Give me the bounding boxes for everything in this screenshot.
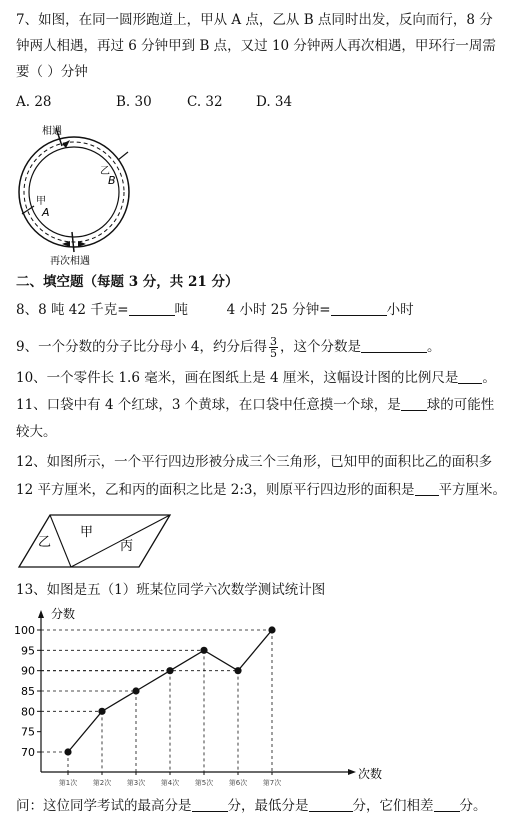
x-tick-label-2: 第2次 [92, 779, 112, 787]
q9-part2: ，这个分数是 [279, 339, 361, 355]
q13-title: 13、如图是五（1）班某位同学六次数学测试统计图 [16, 582, 326, 598]
q9-numerator: 3 [269, 335, 277, 348]
q7-option-d: D. 34 [256, 94, 293, 110]
data-point-3 [132, 687, 139, 694]
bing-region-label: 丙 [120, 539, 134, 554]
x-tick-label-5: 第5次 [194, 779, 214, 787]
jia-label: 甲 [36, 196, 46, 207]
data-point-4 [166, 667, 173, 674]
data-point-6 [234, 667, 241, 674]
q7-track-figure [14, 122, 144, 267]
q7-option-b: B. 30 [116, 94, 152, 110]
q11-part1: 11、口袋中有 4 个红球，3 个黄球，在口袋中任意摸一个球，是 [16, 397, 401, 413]
x-tick-label-3: 第3次 [126, 779, 146, 787]
q11-part2: 球的可能性 [426, 397, 495, 413]
q8-part1: 8、8 吨 42 千克= [16, 302, 129, 318]
yi-label: 乙 [100, 166, 110, 177]
y-tick-label-100: 100 [14, 624, 35, 637]
q7-option-a: A. 28 [16, 94, 52, 110]
q11-line2: 较大。 [16, 424, 57, 440]
y-tick-label-80: 80 [21, 705, 35, 719]
q13-question [16, 796, 487, 816]
meet-label-bottom: 再次相遇 [50, 256, 90, 267]
q8-part2: 吨 [174, 302, 189, 318]
q9-blank[interactable] [361, 338, 427, 353]
q8-blank-2[interactable] [331, 301, 387, 316]
q13-blank-min[interactable] [309, 797, 353, 812]
meet-label-top: 相遇 [42, 126, 62, 137]
point-b-marker [118, 152, 128, 160]
divider-left [50, 515, 71, 567]
q13-part1: 问：这位同学考试的最高分是 [16, 798, 192, 814]
q8-blank-1[interactable] [129, 301, 175, 316]
y-tick-label-90: 90 [21, 664, 35, 678]
yi-region-label: 乙 [38, 535, 52, 550]
y-axis-label: 分数 [51, 607, 76, 621]
a-label: A [42, 206, 50, 219]
q12-line2 [16, 480, 506, 500]
section-2-title: 二、填空题（每题 3 分，共 21 分） [16, 274, 239, 290]
q12-parallelogram-figure [16, 512, 176, 572]
q11-line1 [16, 395, 494, 415]
q8-part4: 小时 [386, 302, 414, 318]
q9-part3: 。 [426, 339, 441, 355]
track-dashed-path [24, 142, 124, 242]
x-axis-arrow [348, 769, 356, 775]
data-point-1 [64, 748, 71, 755]
data-point-5 [200, 647, 207, 654]
q7-line2: 钟两人相遇，再过 6 分钟甲到 B 点，又过 10 分钟两人再次相遇，甲环行一周需 [16, 38, 496, 54]
q13-blank-max[interactable] [192, 797, 228, 812]
q13-part4: 分。 [459, 798, 487, 814]
q10-part2: 。 [482, 370, 496, 386]
q13-blank-diff[interactable] [434, 797, 460, 812]
x-tick-label-4: 第4次 [160, 779, 180, 787]
q8-line [16, 300, 414, 320]
y-tick-label-75: 75 [21, 725, 35, 739]
b-label: B [108, 174, 116, 187]
q7-option-c: C. 32 [187, 94, 223, 110]
q10-line [16, 368, 496, 388]
y-axis-arrow [38, 610, 44, 618]
q9-denominator: 5 [269, 347, 277, 360]
y-tick-label-70: 70 [21, 746, 35, 759]
q9-part1: 9、一个分数的分子比分母小 4，约分后得 [16, 339, 267, 355]
q9-line [16, 330, 440, 364]
y-tick-label-85: 85 [21, 685, 35, 698]
q12-blank[interactable] [415, 481, 439, 496]
x-tick-label-1: 第1次 [58, 779, 78, 787]
q8-part3: 4 小时 25 分钟= [226, 302, 331, 318]
q10-blank[interactable] [458, 369, 482, 384]
data-point-7 [268, 626, 275, 633]
q10-part1: 10、一个零件长 1.6 毫米，画在图纸上是 4 厘米，这幅设计图的比例尺是 [16, 370, 459, 386]
track-inner-circle [29, 147, 119, 237]
q9-fraction [269, 336, 278, 359]
x-axis-label: 次数 [358, 767, 383, 781]
q11-blank[interactable] [401, 396, 427, 411]
q13-part3: 分，它们相差 [352, 798, 434, 814]
q12-part1: 12 平方厘米，乙和丙的面积之比是 2:3，则原平行四边形的面积是 [16, 482, 415, 498]
q12-line1: 12、如图所示，一个平行四边形被分成三个三角形，已知甲的面积比乙的面积多 [16, 454, 493, 470]
q7-line1: 7、如图，在同一圆形跑道上，甲从 A 点，乙从 B 点同时出发，反向而行，8 分 [16, 12, 493, 28]
track-outer-circle [19, 137, 129, 247]
q12-part2: 平方厘米。 [438, 482, 506, 498]
jia-region-label: 甲 [80, 525, 94, 540]
data-point-2 [98, 708, 105, 715]
meet-marker-bottom [72, 232, 74, 252]
y-tick-label-95: 95 [21, 644, 35, 658]
x-tick-label-6: 第6次 [228, 779, 248, 787]
q7-line3: 要（ ）分钟 [16, 64, 88, 80]
q13-line-chart [10, 604, 410, 790]
x-tick-label-7: 第7次 [262, 779, 282, 787]
q13-part2: 分，最低分是 [227, 798, 309, 814]
